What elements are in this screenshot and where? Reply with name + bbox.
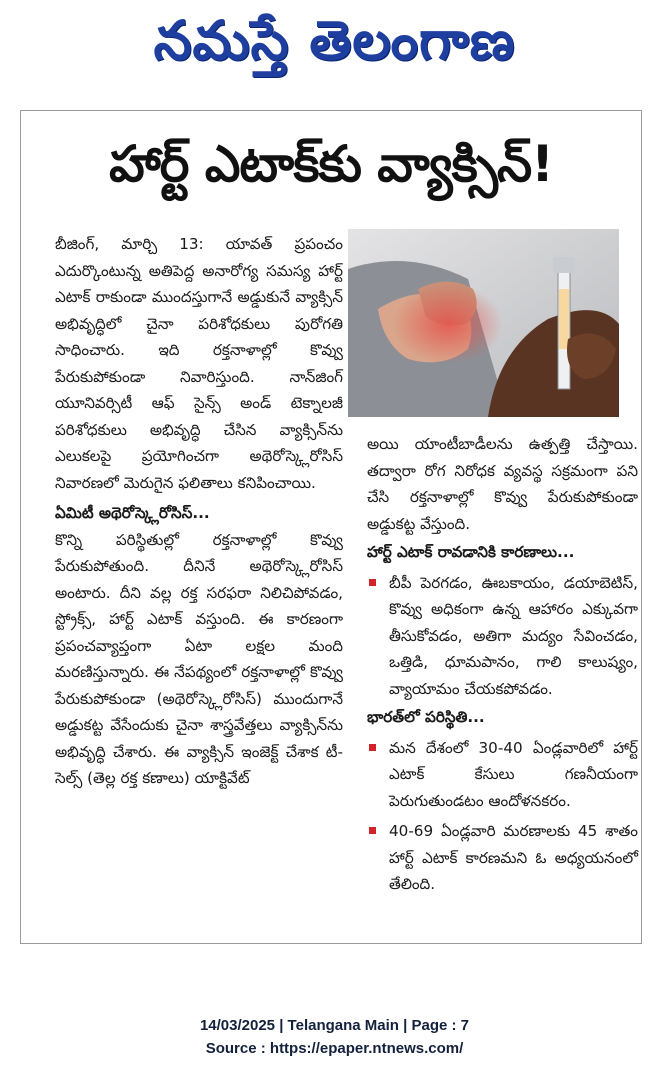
article-continuation-paragraph: అయి యాంటీబాడీలను ఉత్పత్తి చేస్తాయి. తద్వారా రోగ నిరోధక వ్యవస్థ సక్రమంగా పని చేసి రక్తనాళాల్లో కొవ్వు పేరుకుపోకుండా అడ్డుకట్ట వేస్తుంది. [367,435,638,533]
article-left-column [55,231,343,792]
article-headline: హార్ట్ ఎటాక్‌కు వ్యాక్సిన్! [109,135,553,193]
red-bullet-icon [369,827,376,834]
list-item [367,818,638,898]
india-bullet-text: 40-69 ఏండ్లవారి మరణాలకు 45 శాతం హార్ట్ ఎటాక్ కారణమని ఓ అధ్యయనంలో తేలింది. [389,822,638,893]
red-bullet-icon [369,579,376,586]
subhead-causes: హార్ట్ ఎటాక్ రావడానికి కారణాలు... [367,543,575,561]
article-photo [348,229,619,417]
heart-attack-vaccine-illustration [348,229,619,417]
subhead-atherosclerosis: ఏమిటీ అథెరోస్క్లెరోసిస్... [55,504,210,522]
red-bullet-icon [369,744,376,751]
article-clipping [20,110,642,944]
page-footer [0,1014,669,1060]
list-item [367,570,638,703]
masthead-logo: నమస్తే తెలంగాణ [153,9,516,72]
india-bullet-text: మన దేశంలో 30-40 ఏండ్లవారిలో హార్ట్ ఎటాక్ కేసులు గణనీయంగా పెరుగుతుండటం ఆందోళనకరం. [389,738,638,810]
article-right-column [367,431,638,898]
subhead-india: భారత్‌లో పరిస్థితి... [367,708,485,726]
footer-date-edition: 14/03/2025 | Telangana Main | Page : 7 [199,1017,470,1034]
list-item [367,735,638,815]
footer-source: Source : https://epaper.ntnews.com/ [205,1040,464,1057]
article-body-paragraph: కొన్ని పరిస్థితుల్లో రక్తనాళాల్లో కొవ్వు పేరుకుపోతుంది. దీనినే అథెరోస్క్లెరోసిస్ అంటారు. దీని వల్ల రక్త సరఫరా నిలిచిపోవడం, స్ట్రోక్స్, హార్ట్ ఎటాక్ వస్తుంది. ఈ కారణంగా ప్రపంచవ్యాప్తంగా ఏటా లక్షల మంది మరణిస్తున్నారు. ఈ నేపథ్యంలో రక్తనాళాల్లో కొవ్వు పేరుకుపోకుండా (అథెరోస్క్లెరోసిస్) ముందుగానే అడ్డుకట్ట వేసేందుకు చైనా శాస్త్రవేత్తలు వ్యాక్సిన్‌ను అభివృద్ధి చేశారు. ఈ వ్యాక్సిన్ ఇంజెక్ట్ చేశాక టీ-సెల్స్ (తెల్ల రక్త కణాలు) యాక్టివేట్ [55,530,343,787]
article-intro-paragraph: బీజింగ్, మార్చి 13: యావత్ ప్రపంచం ఎదుర్కొంటున్న అతిపెద్ద అనారోగ్య సమస్య హార్ట్ ఎటాక్ రాకుండా ముందస్తుగానే అడ్డుకునే వ్యాక్సిన్ అభివృద్ధిలో చైనా పరిశోధకులు పురోగతి సాధించారు. ఇది రక్తనాళాల్లో కొవ్వు పేరుకుపోకుండా నివారిస్తుంది. నాన్‌జింగ్ యూనివర్సిటీ ఆఫ్ సైన్స్ అండ్ టెక్నాలజీ పరిశోధకులు అభివృద్ధి చేసిన వ్యాక్సిన్‌ను ఎలుకలపై ప్రయోగించగా అథెరోస్క్లెరోసిస్ నివారణలో మెరుగైన ఫలితాలు కనిపించాయి. [55,235,343,492]
cause-bullet-text: బీపీ పెరగడం, ఊబకాయం, డయాబెటిస్, కొవ్వు అధికంగా ఉన్న ఆహారం ఎక్కువగా తీసుకోవడం, అతిగా మద్యం సేవించడం, ఒత్తిడి, ధూమపానం, గాలి కాలుష్యం, వ్యాయామం చేయకపోవడం. [389,573,638,698]
